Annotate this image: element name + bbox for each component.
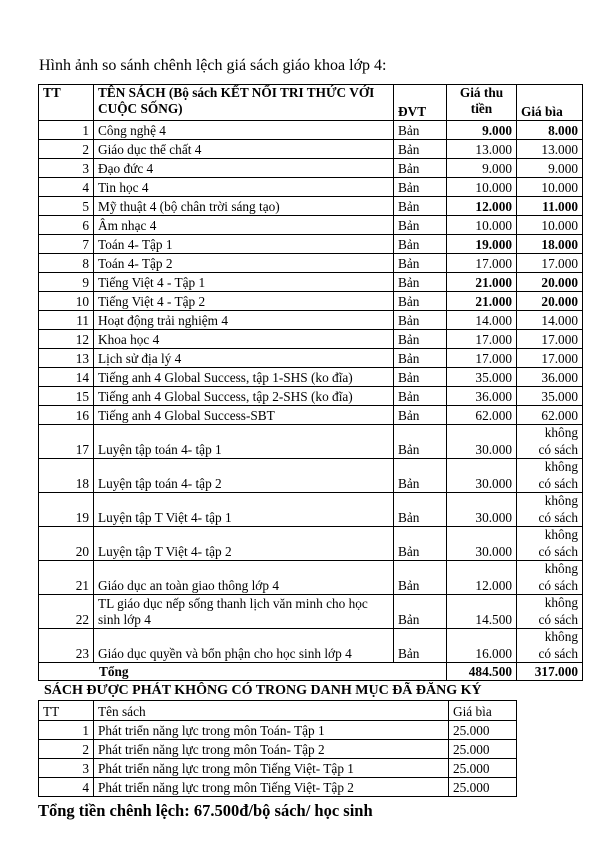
total-cover: 317.000	[517, 663, 583, 681]
row-number: 16	[39, 406, 94, 425]
book-name: Tin học 4	[94, 178, 394, 197]
intro-text: Hình ảnh so sánh chênh lệch giá sách giáo khoa lớp 4:	[39, 57, 387, 74]
no-book-line-1: không	[544, 561, 578, 576]
unit: Bản	[394, 311, 447, 330]
row-number: 14	[39, 368, 94, 387]
row-number: 2	[39, 740, 94, 759]
table-row	[39, 778, 517, 797]
row-number: 23	[39, 629, 94, 663]
unit: Bản	[394, 235, 447, 254]
collected-price: 30.000	[447, 493, 517, 527]
row-number: 4	[39, 178, 94, 197]
row-number: 6	[39, 216, 94, 235]
unit: Bản	[394, 527, 447, 561]
collected-price: 36.000	[447, 387, 517, 406]
table-row	[39, 629, 583, 663]
no-book-line-1: không	[544, 459, 578, 474]
book-name: Giáo dục quyền và bổn phận cho học sinh lớp 4	[94, 629, 394, 663]
book-name: Toán 4- Tập 2	[94, 254, 394, 273]
collected-price: 16.000	[447, 629, 517, 663]
no-book-line-1: không	[544, 527, 578, 542]
unit: Bản	[394, 216, 447, 235]
row-number: 5	[39, 197, 94, 216]
cover-price: 17.000	[517, 254, 583, 273]
book-name: Phát triển năng lực trong môn Tiếng Việt- Tập 2	[94, 778, 449, 797]
cover-price: 25.000	[449, 759, 517, 778]
price-comparison-table	[38, 84, 583, 681]
row-number: 22	[39, 595, 94, 629]
book-name: Tiếng Việt 4 - Tập 2	[94, 292, 394, 311]
col-header-tt: TT	[39, 701, 94, 721]
book-name: Công nghệ 4	[94, 121, 394, 140]
row-number: 21	[39, 561, 94, 595]
total-label: Tổng	[39, 663, 447, 681]
cover-price: 25.000	[449, 740, 517, 759]
cover-price: 10.000	[517, 178, 583, 197]
row-number: 12	[39, 330, 94, 349]
row-number: 10	[39, 292, 94, 311]
collected-price: 62.000	[447, 406, 517, 425]
section-title-unregistered-books: SÁCH ĐƯỢC PHÁT KHÔNG CÓ TRONG DANH MỤC ĐÃ ĐĂNG KÝ	[44, 683, 482, 698]
row-number: 20	[39, 527, 94, 561]
row-number: 18	[39, 459, 94, 493]
unit: Bản	[394, 425, 447, 459]
unit: Bản	[394, 292, 447, 311]
collected-price: 35.000	[447, 368, 517, 387]
book-name: Phát triển năng lực trong môn Toán- Tập 1	[94, 721, 449, 740]
total-row	[39, 663, 583, 681]
book-name: Luyện tập T Việt 4- tập 1	[94, 493, 394, 527]
unit: Bản	[394, 330, 447, 349]
unit: Bản	[394, 387, 447, 406]
book-name: Khoa học 4	[94, 330, 394, 349]
row-number: 11	[39, 311, 94, 330]
cover-price-not-available	[517, 561, 583, 595]
collected-price: 10.000	[447, 216, 517, 235]
cover-price: 62.000	[517, 406, 583, 425]
row-number: 19	[39, 493, 94, 527]
book-name: Phát triển năng lực trong môn Toán- Tập 2	[94, 740, 449, 759]
book-name: Tiếng anh 4 Global Success, tập 1-SHS (ko đĩa)	[94, 368, 394, 387]
unit: Bản	[394, 197, 447, 216]
book-name: Phát triển năng lực trong môn Tiếng Việt- Tập 1	[94, 759, 449, 778]
col-header-cover-price: Giá bìa	[449, 701, 517, 721]
cover-price: 18.000	[517, 235, 583, 254]
no-book-line-1: không	[544, 595, 578, 610]
collected-price: 21.000	[447, 292, 517, 311]
unit: Bản	[394, 368, 447, 387]
no-book-line-1: không	[544, 629, 578, 644]
collected-price: 13.000	[447, 140, 517, 159]
book-name: TL giáo dục nếp sống thanh lịch văn minh cho học sinh lớp 4	[94, 595, 394, 629]
row-number: 2	[39, 140, 94, 159]
row-number: 1	[39, 721, 94, 740]
total-collected: 484.500	[447, 663, 517, 681]
collected-price: 17.000	[447, 349, 517, 368]
table-row	[39, 178, 583, 197]
collected-price: 9.000	[447, 121, 517, 140]
collected-price: 14.500	[447, 595, 517, 629]
book-name: Giáo dục an toàn giao thông lớp 4	[94, 561, 394, 595]
unit: Bản	[394, 159, 447, 178]
unit: Bản	[394, 459, 447, 493]
table-row	[39, 197, 583, 216]
table-row	[39, 349, 583, 368]
cover-price-not-available	[517, 493, 583, 527]
book-name: Luyện tập T Việt 4- tập 2	[94, 527, 394, 561]
col-header-unit: ĐVT	[394, 85, 447, 121]
row-number: 15	[39, 387, 94, 406]
cover-price: 10.000	[517, 216, 583, 235]
cover-price-not-available	[517, 629, 583, 663]
cover-price: 17.000	[517, 330, 583, 349]
table-header-row	[39, 85, 583, 121]
collected-price: 21.000	[447, 273, 517, 292]
row-number: 3	[39, 759, 94, 778]
no-book-line-1: không	[544, 493, 578, 508]
unit: Bản	[394, 595, 447, 629]
unit: Bản	[394, 493, 447, 527]
collected-price: 10.000	[447, 178, 517, 197]
no-book-line-2: có sách	[538, 577, 578, 593]
book-name: Âm nhạc 4	[94, 216, 394, 235]
unregistered-books-table	[38, 700, 517, 797]
unit: Bản	[394, 121, 447, 140]
table-row	[39, 493, 583, 527]
cover-price-not-available	[517, 527, 583, 561]
table-row	[39, 740, 517, 759]
table-row	[39, 235, 583, 254]
table-row	[39, 292, 583, 311]
row-number: 9	[39, 273, 94, 292]
row-number: 3	[39, 159, 94, 178]
cover-price: 20.000	[517, 273, 583, 292]
row-number: 4	[39, 778, 94, 797]
table-row	[39, 216, 583, 235]
no-book-line-2: có sách	[538, 441, 578, 457]
book-name: Lịch sử địa lý 4	[94, 349, 394, 368]
table-row	[39, 311, 583, 330]
collected-price: 30.000	[447, 425, 517, 459]
collected-price: 17.000	[447, 254, 517, 273]
book-name: Giáo dục thể chất 4	[94, 140, 394, 159]
unit: Bản	[394, 273, 447, 292]
row-number: 1	[39, 121, 94, 140]
table-row	[39, 425, 583, 459]
book-name: Hoạt động trải nghiệm 4	[94, 311, 394, 330]
cover-price: 35.000	[517, 387, 583, 406]
table-row	[39, 459, 583, 493]
table-row	[39, 595, 583, 629]
table-row	[39, 273, 583, 292]
col-header-tt: TT	[39, 85, 94, 121]
no-book-line-2: có sách	[538, 543, 578, 559]
total-difference-text: Tổng tiền chênh lệch: 67.500đ/bộ sách/ học sinh	[38, 801, 373, 820]
cover-price: 11.000	[517, 197, 583, 216]
cover-price: 20.000	[517, 292, 583, 311]
book-name: Luyện tập toán 4- tập 1	[94, 425, 394, 459]
col-header-book-name: TÊN SÁCH (Bộ sách KẾT NỐI TRI THỨC VỚI CUỘC SỐNG)	[94, 85, 394, 121]
table-row	[39, 527, 583, 561]
collected-price: 30.000	[447, 459, 517, 493]
collected-price: 12.000	[447, 561, 517, 595]
cover-price: 14.000	[517, 311, 583, 330]
table-row	[39, 406, 583, 425]
table-header-row	[39, 701, 517, 721]
row-number: 17	[39, 425, 94, 459]
book-name: Đạo đức 4	[94, 159, 394, 178]
row-number: 13	[39, 349, 94, 368]
book-name: Tiếng anh 4 Global Success, tập 2-SHS (ko đĩa)	[94, 387, 394, 406]
collected-price: 19.000	[447, 235, 517, 254]
collected-price: 30.000	[447, 527, 517, 561]
book-name: Tiếng anh 4 Global Success-SBT	[94, 406, 394, 425]
row-number: 8	[39, 254, 94, 273]
book-name: Toán 4- Tập 1	[94, 235, 394, 254]
collected-price: 12.000	[447, 197, 517, 216]
col-header-cover-price: Giá bìa	[517, 85, 583, 121]
cover-price: 17.000	[517, 349, 583, 368]
cover-price-not-available	[517, 459, 583, 493]
collected-price: 14.000	[447, 311, 517, 330]
no-book-line-2: có sách	[538, 645, 578, 661]
cover-price: 8.000	[517, 121, 583, 140]
no-book-line-2: có sách	[538, 611, 578, 627]
cover-price: 25.000	[449, 721, 517, 740]
cover-price: 13.000	[517, 140, 583, 159]
no-book-line-2: có sách	[538, 509, 578, 525]
book-name: Luyện tập toán 4- tập 2	[94, 459, 394, 493]
table-row	[39, 254, 583, 273]
table-row	[39, 561, 583, 595]
book-name: Mỹ thuật 4 (bộ chân trời sáng tạo)	[94, 197, 394, 216]
unit: Bản	[394, 561, 447, 595]
cover-price: 25.000	[449, 778, 517, 797]
col-header-book-name: Tên sách	[94, 701, 449, 721]
unit: Bản	[394, 349, 447, 368]
table-row	[39, 759, 517, 778]
table-row	[39, 368, 583, 387]
unit: Bản	[394, 178, 447, 197]
no-book-line-1: không	[544, 425, 578, 440]
no-book-line-2: có sách	[538, 475, 578, 491]
cover-price-not-available	[517, 425, 583, 459]
unit: Bản	[394, 406, 447, 425]
collected-price: 17.000	[447, 330, 517, 349]
cover-price: 9.000	[517, 159, 583, 178]
unit: Bản	[394, 629, 447, 663]
table-row	[39, 387, 583, 406]
table-row	[39, 121, 583, 140]
unit: Bản	[394, 140, 447, 159]
book-name: Tiếng Việt 4 - Tập 1	[94, 273, 394, 292]
table-row	[39, 159, 583, 178]
row-number: 7	[39, 235, 94, 254]
table-row	[39, 721, 517, 740]
col-header-collected-price: Giá thu tiền	[447, 85, 517, 121]
table-row	[39, 140, 583, 159]
cover-price: 36.000	[517, 368, 583, 387]
unit: Bản	[394, 254, 447, 273]
collected-price: 9.000	[447, 159, 517, 178]
table-row	[39, 330, 583, 349]
cover-price-not-available	[517, 595, 583, 629]
